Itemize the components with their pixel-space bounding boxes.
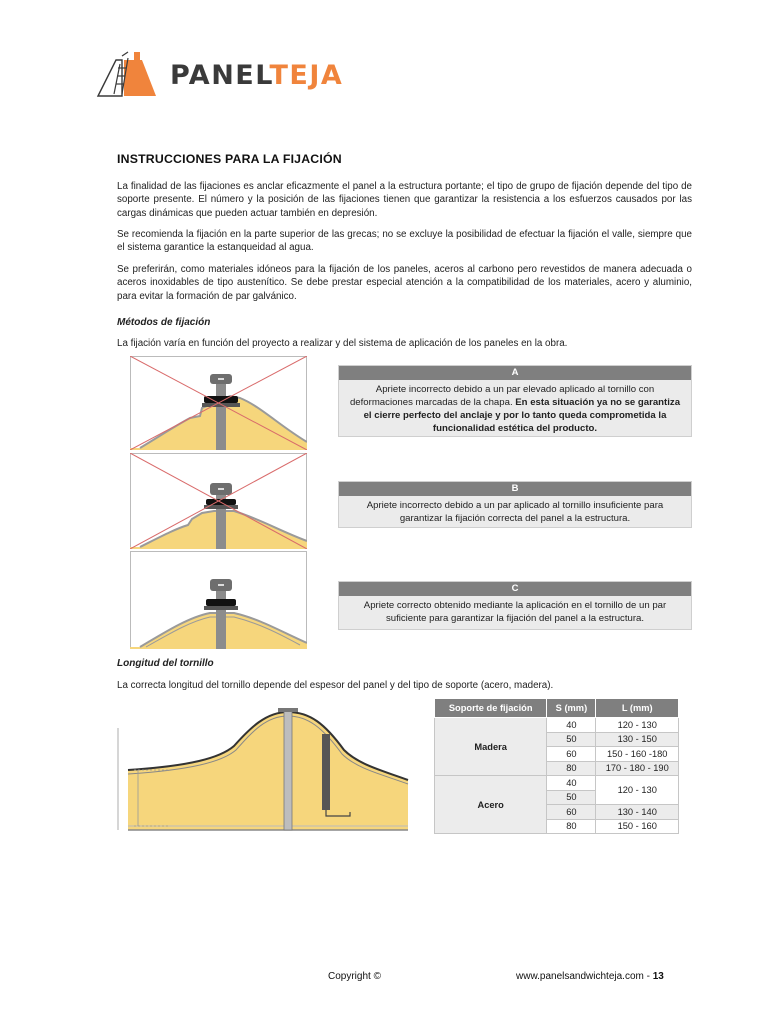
brand-part2: TEJA	[269, 59, 344, 91]
roof-ladder-icon	[96, 50, 160, 98]
metodos-intro: La fijación varía en función del proyecto a realizar y del sistema de aplicación de los paneles en la obra.	[117, 338, 568, 349]
caption-b	[338, 481, 692, 528]
caption-c-letter: C	[339, 582, 691, 596]
paragraph-purpose: La finalidad de las fijaciones es anclar eficazmente el panel a la estructura portante; el tipo de grupo de fijación depende del tipo de soporte presente. El número y la posición de las fijaciones tienen que garantizar la resistencia a los esfuerzos causados por las cargas dinámicas que pueden actuar también en depresión.	[117, 181, 692, 219]
brand-logo	[96, 50, 343, 98]
caption-a-text	[339, 380, 691, 439]
caption-a	[338, 365, 692, 437]
longitud-intro: La correcta longitud del tornillo depende del espesor del panel y del tipo de soporte (acero, madera).	[117, 680, 554, 691]
screw-length-diagram	[110, 700, 410, 832]
caption-c	[338, 581, 692, 630]
s-value: 60	[547, 747, 596, 762]
table-row	[435, 776, 679, 791]
table-header-row	[435, 699, 679, 718]
support-madera: Madera	[435, 718, 547, 776]
l-value: 130 - 150	[596, 732, 679, 747]
l-value: 150 - 160	[596, 819, 679, 834]
s-value: 60	[547, 805, 596, 820]
caption-a-normal: Apriete incorrecto debido a un par elevado aplicado al tornillo con deformaciones marcadas de la chapa.	[349, 384, 655, 408]
fixation-diagram-c	[130, 551, 307, 649]
fixation-diagram-a	[130, 356, 307, 450]
caption-b-letter: B	[339, 482, 691, 496]
footer-url: www.panelsandwichteja.com	[516, 971, 644, 982]
paragraph-recommendation: Se recomienda la fijación en la parte superior de las grecas; no se excluye la posibilidad de efectuar la fijación el valle, siempre que el sistema garantice la estanqueidad al agua.	[117, 229, 692, 254]
l-value: 170 - 180 - 190	[596, 761, 679, 776]
footer-page-number: 13	[652, 971, 664, 982]
section-title: INSTRUCCIONES PARA LA FIJACIÓN	[117, 152, 342, 166]
s-value: 50	[547, 790, 596, 805]
screw-length-table	[434, 698, 679, 834]
brand-part1: PANEL	[170, 59, 270, 91]
s-value: 40	[547, 776, 596, 791]
l-value: 120 - 130	[596, 718, 679, 733]
support-acero: Acero	[435, 776, 547, 834]
l-value: 130 - 140	[596, 805, 679, 820]
fixation-diagram-b	[130, 453, 307, 549]
s-value: 40	[547, 718, 596, 733]
s-value: 50	[547, 732, 596, 747]
header-s: S (mm)	[547, 699, 596, 718]
caption-a-letter: A	[339, 366, 691, 380]
footer-copyright: Copyright ©	[328, 971, 381, 982]
metodos-heading: Métodos de fijación	[117, 317, 211, 328]
l-value: 150 - 160 -180	[596, 747, 679, 762]
l-value: 120 - 130	[596, 776, 679, 805]
footer-url-page	[516, 971, 664, 982]
s-value: 80	[547, 761, 596, 776]
table-row	[435, 718, 679, 733]
caption-a-bold: En esta situación ya no se garantiza el cierre perfecto del anclaje y por lo tanto queda comprometida la funcionalidad estética del producto.	[363, 397, 681, 434]
longitud-heading: Longitud del tornillo	[117, 658, 214, 669]
header-l: L (mm)	[596, 699, 679, 718]
caption-b-text: Apriete incorrecto debido a un par aplicado al tornillo insuficiente para garantizar la fijación correcta del panel a la estructura.	[366, 500, 664, 524]
paragraph-materials: Se preferirán, como materiales idóneos para la fijación de los paneles, aceros al carbono pero revestidos de manera adecuada o aceros inoxidables de tipo austenítico. Se debe prestar especial atención a la compatibilidad de los materiales, acero y aluminio, para evitar la formación de par galvánico.	[117, 264, 692, 302]
brand-wordmark	[170, 60, 343, 91]
caption-c-text: Apriete correcto obtenido mediante la aplicación en el tornillo de un par suficiente para garantizar la fijación del panel a la estructura.	[363, 600, 667, 624]
s-value: 80	[547, 819, 596, 834]
header-support: Soporte de fijación	[435, 699, 547, 718]
footer-separator: -	[643, 971, 653, 982]
